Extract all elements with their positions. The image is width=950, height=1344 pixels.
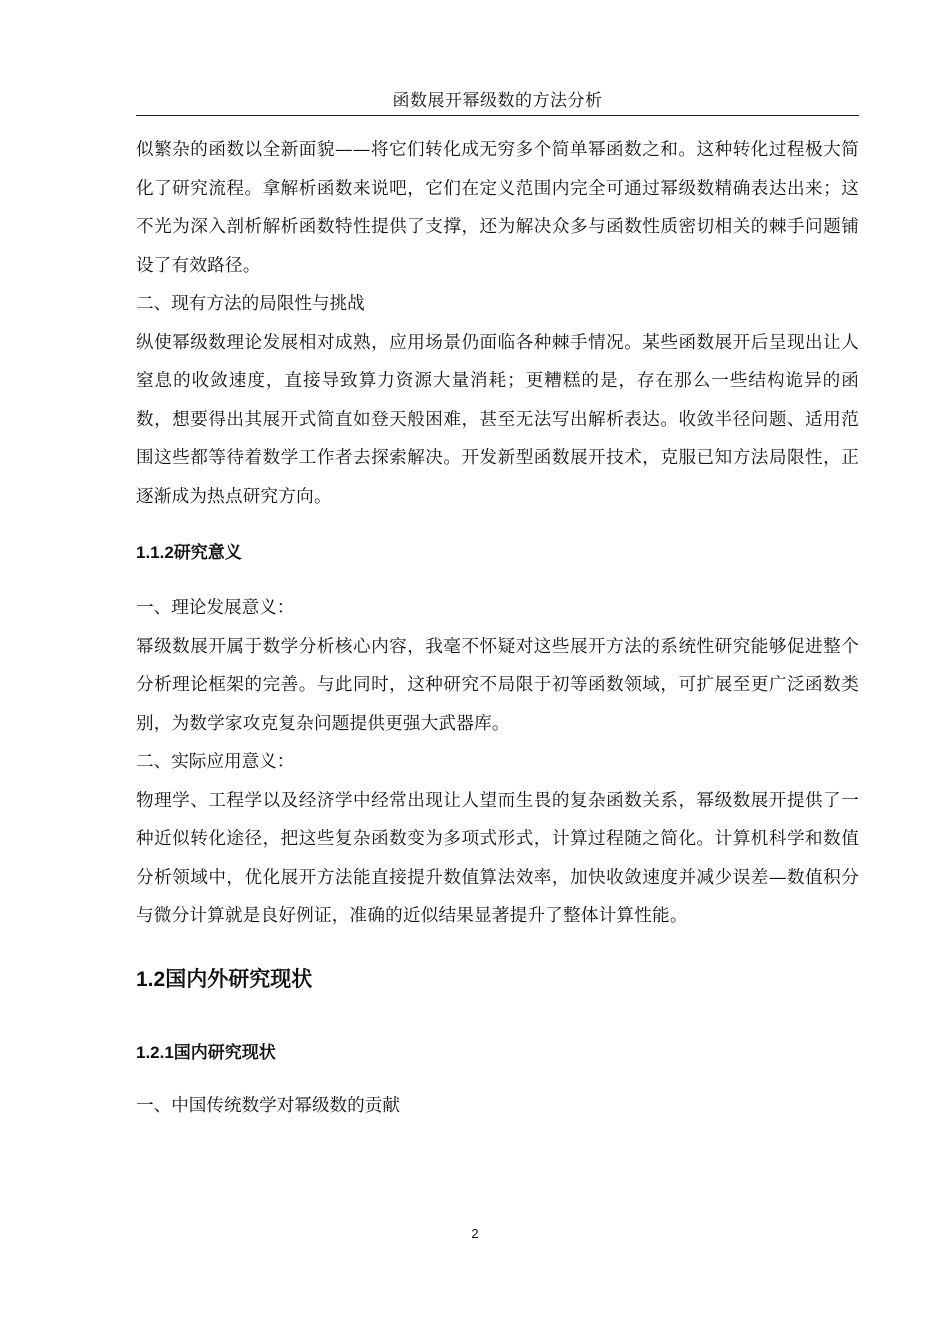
paragraph-limits: 纵使幂级数理论发展相对成熟，应用场景仍面临各种棘手情况。某些函数展开后呈现出让人窒息的收敛速度，直接导致算力资源大量消耗；更糟糕的是，存在那么一些结构诡异的函数，想要得出其展开式简直如登天般困难，甚至无法写出解析表达。收敛半径问题、适用范围这些都等待着数学工作者去探索解决。开发新型函数展开技术，克服已知方法局限性，正逐渐成为热点研究方向。	[136, 332, 859, 507]
header-rule	[136, 115, 859, 116]
heading-1-2: 1.2国内外研究现状	[136, 967, 313, 991]
heading-1-1-2: 1.1.2研究意义	[136, 543, 242, 562]
paragraph-theory: 幂级数展开属于数学分析核心内容，我毫不怀疑对这些展开方法的系统性研究能够促进整个分析理论框架的完善。与此同时，这种研究不局限于初等函数领域，可扩展至更广泛函数类别，为数学家攻克复杂问题提供更强大武器库。	[136, 636, 859, 734]
section-label-china: 一、中国传统数学对幂级数的贡献	[136, 1095, 400, 1116]
paragraph-practice: 物理学、工程学以及经济学中经常出现让人望而生畏的复杂函数关系，幂级数展开提供了一种近似转化途径，把这些复杂函数变为多项式形式，计算过程随之简化。计算机科学和数值分析领域中，优化展开方法能直接提升数值算法效率，加快收敛速度并减少误差—数值积分与微分计算就是良好例证，准确的近似结果显著提升了整体计算性能。	[136, 790, 859, 926]
section-label-limits: 二、现有方法的局限性与挑战	[136, 294, 365, 314]
paragraph-intro: 似繁杂的函数以全新面貌——将它们转化成无穷多个简单幂函数之和。这种转化过程极大简化了研究流程。拿解析函数来说吧，它们在定义范围内完全可通过幂级数精确表达出来；这不光为深入剖析解析函数特性提供了支撑，还为解决众多与函数性质密切相关的棘手问题铺设了有效路径。	[136, 140, 859, 276]
document-body	[136, 131, 859, 1125]
running-header: 函数展开幂级数的方法分析	[392, 91, 603, 111]
section-label-theory: 一、理论发展意义：	[136, 598, 295, 618]
page-number: 2	[471, 1226, 479, 1241]
heading-1-2-1: 1.2.1国内研究现状	[136, 1042, 276, 1062]
section-label-practice: 二、实际应用意义：	[136, 752, 295, 772]
